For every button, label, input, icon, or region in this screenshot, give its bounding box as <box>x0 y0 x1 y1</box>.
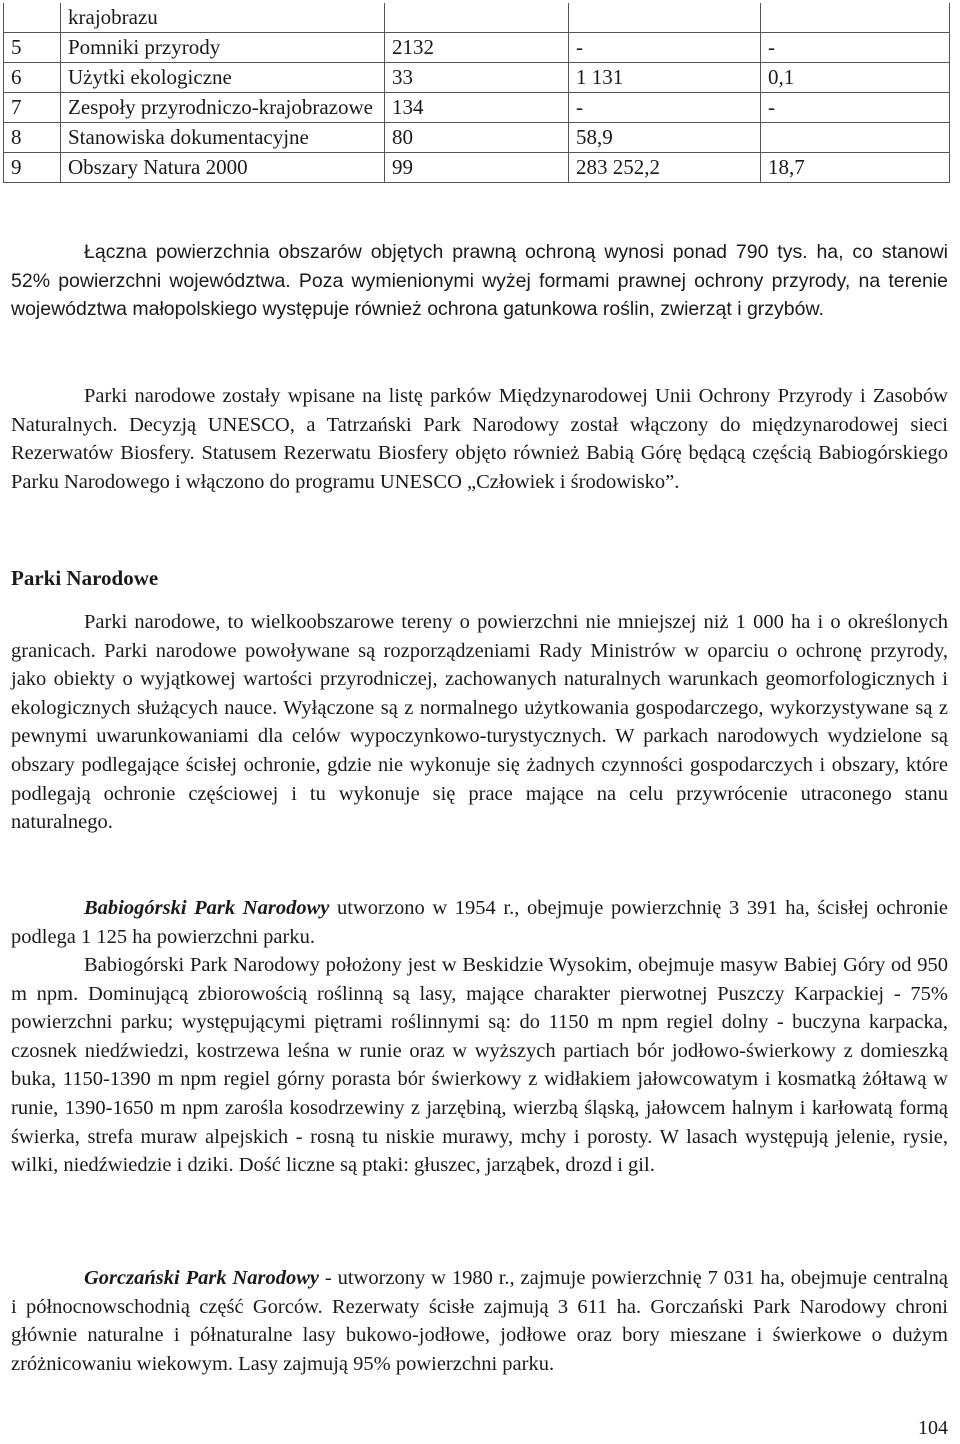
cell-value-3: - <box>761 33 950 63</box>
cell-lp: 8 <box>4 123 61 153</box>
table-row <box>4 33 950 63</box>
babia-intro-text: utworzono w 1954 r., obejmuje powierzchnię 3 391 ha, ścisłej ochronie podlega 1 125 ha powierzchni parku. <box>11 897 949 948</box>
gorce-paragraph <box>11 1264 948 1378</box>
cell-value-1: 134 <box>385 93 569 123</box>
gorce-park-name: Gorczański Park Narodowy <box>84 1267 319 1289</box>
national-parks-paragraph: Parki narodowe, to wielkoobszarowe tereny o powierzchni nie mniejszej niż 1 000 ha i o określonych granicach. Parki narodowe powoływane są rozporządzeniami Rady Ministrów w oparciu o ochronę przyrody, jako obiekty o wyjątkowej wartości przyrodniczej, zachowanych naturalnych warunkach geomorfologicznych i ekologicznych służących nauce. Wyłączone są z normalnego użytkowania gospodarczego, wykorzystywane są z pewnymi uwarunkowaniami dla celów wypoczynkowo-turystycznych. W parkach narodowych wydzielone są obszary podlegające ścisłej ochronie, gdzie nie wykonuje się żadnych czynności gospodarczych i obszary, które podlegają ochronie częściowej i tu wykonuje się prace mające na celu przywrócenie utraconego stanu naturalnego. <box>11 611 948 834</box>
babia-description-block <box>11 951 948 1180</box>
cell-value-2: 283 252,2 <box>569 153 761 183</box>
unesco-paragraph-block <box>11 382 948 496</box>
cell-value-1: 99 <box>385 153 569 183</box>
cell-lp: 9 <box>4 153 61 183</box>
cell-value-2 <box>569 3 761 33</box>
unesco-paragraph: Parki narodowe zostały wpisane na listę parków Międzynarodowej Unii Ochrony Przyrody i Zasobów Naturalnych. Decyzją UNESCO, a Tatrzański Park Narodowy został włączony do międzynarodowej sieci Rezerwatów Biosfery. Statusem Rezerwatu Biosfery objęto również Babią Górę będącą częścią Babiogórskiego Parku Narodowego i włączono do programu UNESCO „Człowiek i środowisko”. <box>11 385 948 493</box>
babia-park-name: Babiogórski Park Narodowy <box>84 897 330 919</box>
cell-lp <box>4 3 61 33</box>
cell-name: Obszary Natura 2000 <box>61 153 385 183</box>
national-parks-paragraph-block <box>11 608 948 837</box>
table-row <box>4 93 950 123</box>
table-row <box>4 153 950 183</box>
babia-intro-block <box>11 894 948 951</box>
cell-value-3 <box>761 3 950 33</box>
summary-paragraph-block <box>11 238 948 324</box>
cell-lp: 7 <box>4 93 61 123</box>
summary-paragraph: Łączna powierzchnia obszarów objętych prawną ochroną wynosi ponad 790 tys. ha, co stanowi 52% powierzchni województwa. Poza wymienionymi wyżej formami prawnej ochrony przyrody, na terenie województwa małopolskiego występuje również ochrona gatunkowa roślin, zwierząt i grzybów. <box>11 241 948 321</box>
cell-value-2: 58,9 <box>569 123 761 153</box>
cell-value-2: - <box>569 33 761 63</box>
cell-value-3: 18,7 <box>761 153 950 183</box>
cell-value-2: 1 131 <box>569 63 761 93</box>
cell-name: Pomniki przyrody <box>61 33 385 63</box>
cell-lp: 5 <box>4 33 61 63</box>
table-row <box>4 63 950 93</box>
section-heading-block <box>11 566 948 591</box>
cell-value-3 <box>761 123 950 153</box>
page-number: 104 <box>918 1417 948 1439</box>
gorce-text: - utworzony w 1980 r., zajmuje powierzchnię 7 031 ha, obejmuje centralną i północnowschodnią część Gorców. Rezerwaty ścisłe zajmują 3 611 ha. Gorczański Park Narodowy chroni głównie naturalne i półnaturalne lasy bukowo-jodłowe, jodłowe oraz bory mieszane i świerkowe o dużym zróżnicowaniu wiekowym. Lasy zajmują 95% powierzchni parku. <box>11 1267 948 1375</box>
cell-name: Zespoły przyrodniczo-krajobrazowe <box>61 93 385 123</box>
cell-value-2: - <box>569 93 761 123</box>
cell-value-1: 33 <box>385 63 569 93</box>
cell-value-1: 2132 <box>385 33 569 63</box>
babia-intro-paragraph <box>11 894 948 951</box>
cell-name: krajobrazu <box>61 3 385 33</box>
cell-name: Użytki ekologiczne <box>61 63 385 93</box>
cell-value-3: 0,1 <box>761 63 950 93</box>
cell-value-1: 80 <box>385 123 569 153</box>
babia-description-paragraph: Babiogórski Park Narodowy położony jest w Beskidzie Wysokim, obejmuje masyw Babiej Góry od 950 m npm. Dominującą zbiorowością roślinną są lasy, mające charakter pierwotnej Puszczy Karpackiej - 75% powierzchni parku; występującymi piętrami roślinnymi są: do 1150 m npm regiel dolny - buczyna karpacka, czosnek niedźwiedzi, kostrzewa leśna w runie oraz w wyższych partiach bór jodłowo-świerkowy z domieszką buka, 1150-1390 m npm regiel górny porasta bór świerkowy z widłakiem jałowcowatym i kosmatką żółtawą w runie, 1390-1650 m npm zarośla kosodrzewiny z jarzębiną, wierzbą śląską, jałowcem halnym i karłowatą formą świerka, strefa muraw alpejskich - rosną tu niskie murawy, mchy i porosty. W lasach występują jelenie, rysie, wilki, niedźwiedzie i dziki. Dość liczne są ptaki: głuszec, jarząbek, drozd i gil. <box>11 954 948 1177</box>
cell-lp: 6 <box>4 63 61 93</box>
table-row <box>4 3 950 33</box>
cell-value-1 <box>385 3 569 33</box>
table-row <box>4 123 950 153</box>
section-heading: Parki Narodowe <box>11 566 159 590</box>
cell-name: Stanowiska dokumentacyjne <box>61 123 385 153</box>
protected-areas-table <box>3 3 950 183</box>
cell-value-3: - <box>761 93 950 123</box>
gorce-block <box>11 1264 948 1378</box>
